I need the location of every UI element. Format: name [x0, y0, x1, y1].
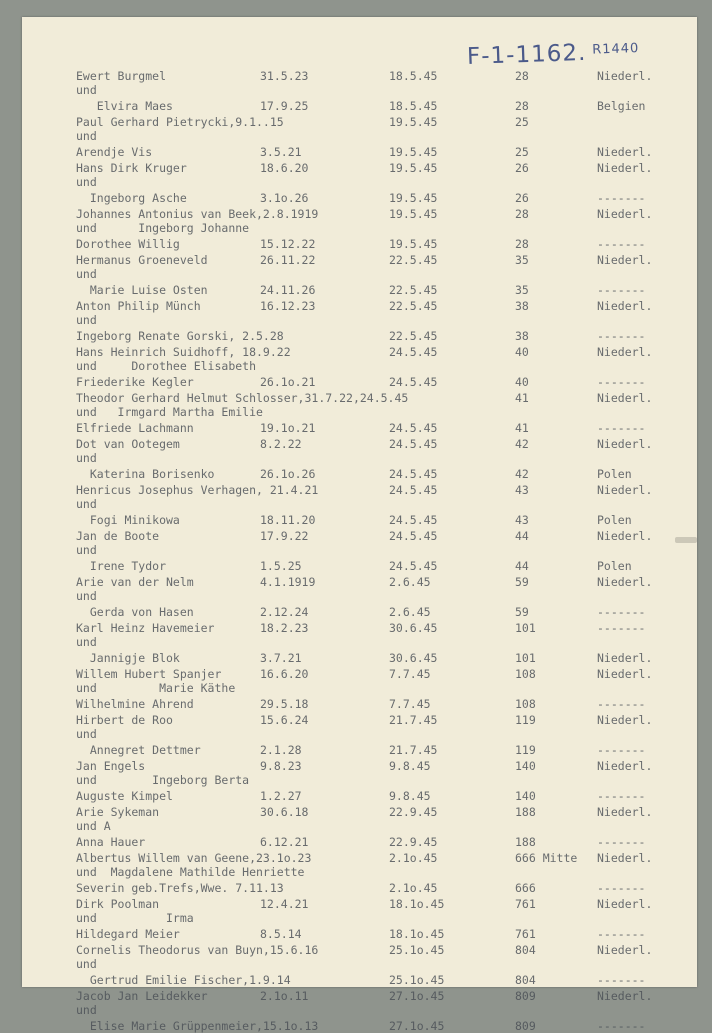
entry-name: und: [76, 635, 97, 649]
entry-number: 666 Mitte: [515, 851, 578, 865]
entry-birthdate: 26.1o.26: [260, 467, 316, 481]
entry-number: 28: [515, 99, 529, 113]
entry-nationality: Niederl.: [597, 437, 653, 451]
entry-number: 28: [515, 69, 529, 83]
entry-number: 28: [515, 207, 529, 221]
entry-name: Jan Engels: [76, 759, 146, 773]
entry-nationality: -------: [597, 743, 646, 757]
entry-name: und: [76, 313, 97, 327]
entry-arrival-date: 18.5.45: [389, 69, 438, 83]
table-row: [22, 207, 697, 221]
table-row: [22, 957, 697, 971]
entry-number: 40: [515, 375, 529, 389]
table-row: [22, 897, 697, 911]
entry-name: Hans Dirk Kruger: [76, 161, 187, 175]
table-row: [22, 221, 697, 235]
entry-nationality: Niederl.: [597, 575, 653, 589]
entry-name: Ewert Burgmel: [76, 69, 167, 83]
entry-name: und Dorothee Elisabeth: [76, 359, 257, 373]
table-row: [22, 345, 697, 359]
entry-nationality: Niederl.: [597, 651, 653, 665]
table-row: [22, 237, 697, 251]
entry-arrival-date: 2.6.45: [389, 605, 431, 619]
table-row: [22, 437, 697, 451]
entry-name: und: [76, 727, 97, 741]
table-row: [22, 911, 697, 925]
entry-number: 761: [515, 927, 536, 941]
entry-name: und: [76, 129, 97, 143]
entry-name: Hirbert de Roo: [76, 713, 173, 727]
entry-birthdate: 16.6.20: [260, 667, 309, 681]
entry-arrival-date: 9.8.45: [389, 789, 431, 803]
entry-name: Gertrud Emilie Fischer,1.9.14: [76, 973, 291, 987]
entry-arrival-date: 19.5.45: [389, 191, 438, 205]
entry-nationality: Niederl.: [597, 851, 653, 865]
entry-name: Ingeborg Renate Gorski, 2.5.28: [76, 329, 284, 343]
entry-nationality: -------: [597, 421, 646, 435]
entry-name: Arendje Vis: [76, 145, 153, 159]
table-row: [22, 543, 697, 557]
table-row: [22, 973, 697, 987]
table-row: [22, 129, 697, 143]
entry-name: Elfriede Lachmann: [76, 421, 194, 435]
entry-nationality: -------: [597, 973, 646, 987]
entry-nationality: -------: [597, 621, 646, 635]
entry-number: 101: [515, 651, 536, 665]
table-row: [22, 681, 697, 695]
entry-number: 28: [515, 237, 529, 251]
entry-arrival-date: 22.5.45: [389, 329, 438, 343]
entry-name: und: [76, 543, 97, 557]
entry-arrival-date: 24.5.45: [389, 559, 438, 573]
entry-name: und: [76, 83, 97, 97]
entry-nationality: -------: [597, 375, 646, 389]
entry-nationality: Niederl.: [597, 207, 653, 221]
entry-arrival-date: 25.1o.45: [389, 943, 445, 957]
entry-name: Severin geb.Trefs,Wwe. 7.11.13: [76, 881, 284, 895]
table-row: [22, 391, 697, 405]
entry-number: 809: [515, 989, 536, 1003]
table-row: [22, 881, 697, 895]
table-row: [22, 927, 697, 941]
entry-number: 59: [515, 575, 529, 589]
entry-nationality: Polen: [597, 559, 632, 573]
entry-name: Jannigje Blok: [76, 651, 180, 665]
entry-nationality: Niederl.: [597, 667, 653, 681]
entry-nationality: -------: [597, 697, 646, 711]
entry-name: Johannes Antonius van Beek,2.8.1919: [76, 207, 319, 221]
entry-name: Wilhelmine Ahrend: [76, 697, 194, 711]
table-row: [22, 635, 697, 649]
entry-name: Arie Sykeman: [76, 805, 160, 819]
table-row: [22, 743, 697, 757]
entry-arrival-date: 24.5.45: [389, 529, 438, 543]
entry-name: Marie Luise Osten: [76, 283, 208, 297]
entry-name: Annegret Dettmer: [76, 743, 201, 757]
entry-arrival-date: 24.5.45: [389, 483, 438, 497]
entry-arrival-date: 25.1o.45: [389, 973, 445, 987]
entry-name: und A: [76, 819, 111, 833]
table-row: [22, 253, 697, 267]
entry-name: Anna Hauer: [76, 835, 146, 849]
table-row: [22, 83, 697, 97]
entry-birthdate: 29.5.18: [260, 697, 309, 711]
entry-birthdate: 8.5.14: [260, 927, 302, 941]
entry-nationality: Niederl.: [597, 943, 653, 957]
entry-nationality: -------: [597, 1019, 646, 1033]
table-row: [22, 375, 697, 389]
table-row: [22, 589, 697, 603]
entry-name: Hildegard Meier: [76, 927, 180, 941]
table-row: [22, 805, 697, 819]
entry-name: Jacob Jan Leidekker: [76, 989, 208, 1003]
entry-number: 761: [515, 897, 536, 911]
entry-name: Karl Heinz Havemeier: [76, 621, 215, 635]
entry-name: und: [76, 957, 97, 971]
table-row: [22, 713, 697, 727]
table-row: [22, 283, 697, 297]
entry-nationality: Niederl.: [597, 253, 653, 267]
entry-nationality: Niederl.: [597, 145, 653, 159]
entry-arrival-date: 2.1o.45: [389, 851, 438, 865]
entry-birthdate: 17.9.22: [260, 529, 309, 543]
table-row: [22, 759, 697, 773]
table-row: [22, 605, 697, 619]
table-row: [22, 667, 697, 681]
table-row: [22, 267, 697, 281]
entry-name: und Magdalene Mathilde Henriette: [76, 865, 305, 879]
entry-name: Paul Gerhard Pietrycki,9.1..15: [76, 115, 284, 129]
table-row: [22, 299, 697, 313]
entry-nationality: Niederl.: [597, 161, 653, 175]
annotation-sub: R1440: [591, 40, 640, 58]
staple-mark: [675, 537, 697, 543]
entry-name: Katerina Borisenko: [76, 467, 215, 481]
entry-birthdate: 26.11.22: [260, 253, 316, 267]
entry-name: Elvira Maes: [76, 99, 173, 113]
entry-nationality: Niederl.: [597, 713, 653, 727]
entry-birthdate: 26.1o.21: [260, 375, 316, 389]
entry-name: Hans Heinrich Suidhoff, 18.9.22: [76, 345, 291, 359]
entry-arrival-date: 18.5.45: [389, 99, 438, 113]
entry-arrival-date: 30.6.45: [389, 621, 438, 635]
entry-number: 41: [515, 391, 529, 405]
entry-nationality: -------: [597, 927, 646, 941]
entry-birthdate: 24.11.26: [260, 283, 316, 297]
entry-arrival-date: 22.5.45: [389, 299, 438, 313]
table-row: [22, 161, 697, 175]
entry-number: 188: [515, 805, 536, 819]
entry-number: 41: [515, 421, 529, 435]
entry-name: und Ingeborg Berta: [76, 773, 250, 787]
annotation-main: F-1-1162.: [466, 39, 587, 71]
entry-arrival-date: 19.5.45: [389, 145, 438, 159]
entry-name: und: [76, 497, 97, 511]
entry-number: 43: [515, 513, 529, 527]
entry-number: 26: [515, 161, 529, 175]
entry-arrival-date: 22.9.45: [389, 805, 438, 819]
entry-number: 809: [515, 1019, 536, 1033]
entry-name: Ingeborg Asche: [76, 191, 187, 205]
entry-birthdate: 18.6.20: [260, 161, 309, 175]
entry-name: und: [76, 1003, 97, 1017]
table-row: [22, 621, 697, 635]
entry-birthdate: 2.1o.11: [260, 989, 309, 1003]
table-row: [22, 1003, 697, 1017]
entry-arrival-date: 19.5.45: [389, 207, 438, 221]
entry-number: 666: [515, 881, 536, 895]
entry-name: Dorothee Willig: [76, 237, 180, 251]
entry-number: 25: [515, 145, 529, 159]
table-row: [22, 483, 697, 497]
entry-name: Friederike Kegler: [76, 375, 194, 389]
table-row: [22, 835, 697, 849]
entry-nationality: -------: [597, 237, 646, 251]
table-row: [22, 329, 697, 343]
entry-name: Elise Marie Grüppenmeier,15.1o.13: [76, 1019, 319, 1033]
table-row: [22, 497, 697, 511]
table-row: [22, 405, 697, 419]
entry-arrival-date: 22.5.45: [389, 283, 438, 297]
table-row: [22, 69, 697, 83]
entry-birthdate: 16.12.23: [260, 299, 316, 313]
entry-arrival-date: 21.7.45: [389, 743, 438, 757]
entry-birthdate: 1.5.25: [260, 559, 302, 573]
entry-nationality: Niederl.: [597, 299, 653, 313]
entry-birthdate: 15.12.22: [260, 237, 316, 251]
entry-birthdate: 6.12.21: [260, 835, 309, 849]
entry-name: und Ingeborg Johanne: [76, 221, 250, 235]
entry-arrival-date: 19.5.45: [389, 115, 438, 129]
table-row: [22, 851, 697, 865]
entry-name: Cornelis Theodorus van Buyn,15.6.16: [76, 943, 319, 957]
entry-number: 59: [515, 605, 529, 619]
entry-birthdate: 30.6.18: [260, 805, 309, 819]
table-row: [22, 559, 697, 573]
entry-name: Theodor Gerhard Helmut Schlosser,31.7.22,24.5.45: [76, 391, 409, 405]
entry-name: Albertus Willem van Geene,23.1o.23: [76, 851, 312, 865]
entry-name: Hermanus Groeneveld: [76, 253, 208, 267]
entry-name: Anton Philip Münch: [76, 299, 201, 313]
entry-number: 119: [515, 743, 536, 757]
table-row: [22, 175, 697, 189]
table-row: [22, 313, 697, 327]
table-row: [22, 773, 697, 787]
entry-name: Auguste Kimpel: [76, 789, 173, 803]
entry-number: 43: [515, 483, 529, 497]
entry-number: 108: [515, 697, 536, 711]
handwritten-annotation: [467, 38, 640, 70]
entry-arrival-date: 18.1o.45: [389, 927, 445, 941]
entry-nationality: Niederl.: [597, 529, 653, 543]
entry-name: Jan de Boote: [76, 529, 160, 543]
entry-nationality: -------: [597, 835, 646, 849]
entry-arrival-date: 22.5.45: [389, 253, 438, 267]
entry-nationality: Niederl.: [597, 805, 653, 819]
entry-number: 25: [515, 115, 529, 129]
entry-name: Dirk Poolman: [76, 897, 160, 911]
table-row: [22, 115, 697, 129]
table-row: [22, 421, 697, 435]
entry-name: und Marie Käthe: [76, 681, 236, 695]
entry-nationality: -------: [597, 283, 646, 297]
entry-arrival-date: 24.5.45: [389, 467, 438, 481]
entry-arrival-date: 18.1o.45: [389, 897, 445, 911]
table-row: [22, 359, 697, 373]
table-row: [22, 513, 697, 527]
entry-nationality: Polen: [597, 513, 632, 527]
entry-number: 35: [515, 253, 529, 267]
entry-name: Fogi Minikowa: [76, 513, 180, 527]
entry-number: 42: [515, 467, 529, 481]
table-row: [22, 575, 697, 589]
entry-name: und Irma: [76, 911, 194, 925]
table-row: [22, 451, 697, 465]
table-row: [22, 145, 697, 159]
entry-name: und: [76, 175, 97, 189]
entry-nationality: Niederl.: [597, 989, 653, 1003]
entry-arrival-date: 27.1o.45: [389, 1019, 445, 1033]
entry-number: 804: [515, 943, 536, 957]
entry-birthdate: 4.1.1919: [260, 575, 316, 589]
entry-birthdate: 8.2.22: [260, 437, 302, 451]
entry-nationality: Niederl.: [597, 483, 653, 497]
entry-arrival-date: 24.5.45: [389, 513, 438, 527]
entry-number: 140: [515, 789, 536, 803]
entry-birthdate: 19.1o.21: [260, 421, 316, 435]
entry-birthdate: 3.1o.26: [260, 191, 309, 205]
entry-number: 188: [515, 835, 536, 849]
entry-number: 44: [515, 529, 529, 543]
entry-arrival-date: 30.6.45: [389, 651, 438, 665]
entry-number: 44: [515, 559, 529, 573]
entry-birthdate: 18.11.20: [260, 513, 316, 527]
entry-arrival-date: 9.8.45: [389, 759, 431, 773]
table-row: [22, 467, 697, 481]
entry-name: Willem Hubert Spanjer: [76, 667, 222, 681]
table-row: [22, 651, 697, 665]
entry-number: 108: [515, 667, 536, 681]
entry-name: Irene Tydor: [76, 559, 167, 573]
entry-arrival-date: 24.5.45: [389, 345, 438, 359]
entry-birthdate: 18.2.23: [260, 621, 309, 635]
table-row: [22, 1019, 697, 1033]
entry-arrival-date: 2.1o.45: [389, 881, 438, 895]
entry-birthdate: 2.12.24: [260, 605, 309, 619]
entry-number: 40: [515, 345, 529, 359]
table-row: [22, 819, 697, 833]
entry-nationality: Belgien: [597, 99, 646, 113]
entry-birthdate: 3.7.21: [260, 651, 302, 665]
entry-number: 140: [515, 759, 536, 773]
entry-arrival-date: 24.5.45: [389, 437, 438, 451]
entry-nationality: Polen: [597, 467, 632, 481]
entry-arrival-date: 7.7.45: [389, 667, 431, 681]
entry-nationality: Niederl.: [597, 391, 653, 405]
entry-name: und: [76, 451, 97, 465]
entry-birthdate: 3.5.21: [260, 145, 302, 159]
entry-number: 26: [515, 191, 529, 205]
table-row: [22, 697, 697, 711]
entry-arrival-date: 2.6.45: [389, 575, 431, 589]
table-row: [22, 191, 697, 205]
entry-birthdate: 1.2.27: [260, 789, 302, 803]
entry-nationality: -------: [597, 605, 646, 619]
table-row: [22, 943, 697, 957]
entry-nationality: Niederl.: [597, 759, 653, 773]
entry-name: und: [76, 589, 97, 603]
entry-arrival-date: 19.5.45: [389, 161, 438, 175]
entry-arrival-date: 24.5.45: [389, 421, 438, 435]
entry-name: Arie van der Nelm: [76, 575, 194, 589]
entry-arrival-date: 7.7.45: [389, 697, 431, 711]
entry-number: 119: [515, 713, 536, 727]
entry-arrival-date: 27.1o.45: [389, 989, 445, 1003]
entry-birthdate: 2.1.28: [260, 743, 302, 757]
table-row: [22, 727, 697, 741]
table-row: [22, 529, 697, 543]
entry-number: 35: [515, 283, 529, 297]
entry-birthdate: 9.8.23: [260, 759, 302, 773]
entry-name: und: [76, 267, 97, 281]
entry-nationality: Niederl.: [597, 345, 653, 359]
table-row: [22, 865, 697, 879]
table-row: [22, 989, 697, 1003]
entry-number: 101: [515, 621, 536, 635]
entry-number: 38: [515, 299, 529, 313]
entry-arrival-date: 24.5.45: [389, 375, 438, 389]
entry-arrival-date: 21.7.45: [389, 713, 438, 727]
entry-arrival-date: 22.9.45: [389, 835, 438, 849]
entry-name: Gerda von Hasen: [76, 605, 194, 619]
entry-nationality: -------: [597, 789, 646, 803]
entry-name: Henricus Josephus Verhagen, 21.4.21: [76, 483, 319, 497]
entry-nationality: -------: [597, 329, 646, 343]
table-row: [22, 99, 697, 113]
entry-number: 38: [515, 329, 529, 343]
entry-nationality: Niederl.: [597, 69, 653, 83]
entry-number: 804: [515, 973, 536, 987]
entry-birthdate: 15.6.24: [260, 713, 309, 727]
entry-birthdate: 12.4.21: [260, 897, 309, 911]
entry-nationality: -------: [597, 881, 646, 895]
document-page: [22, 17, 697, 1033]
entry-birthdate: 17.9.25: [260, 99, 309, 113]
entry-arrival-date: 19.5.45: [389, 237, 438, 251]
entry-birthdate: 31.5.23: [260, 69, 309, 83]
entry-name: und Irmgard Martha Emilie: [76, 405, 263, 419]
entry-nationality: Niederl.: [597, 897, 653, 911]
table-row: [22, 789, 697, 803]
entry-number: 42: [515, 437, 529, 451]
entry-name: Dot van Ootegem: [76, 437, 180, 451]
entry-nationality: -------: [597, 191, 646, 205]
